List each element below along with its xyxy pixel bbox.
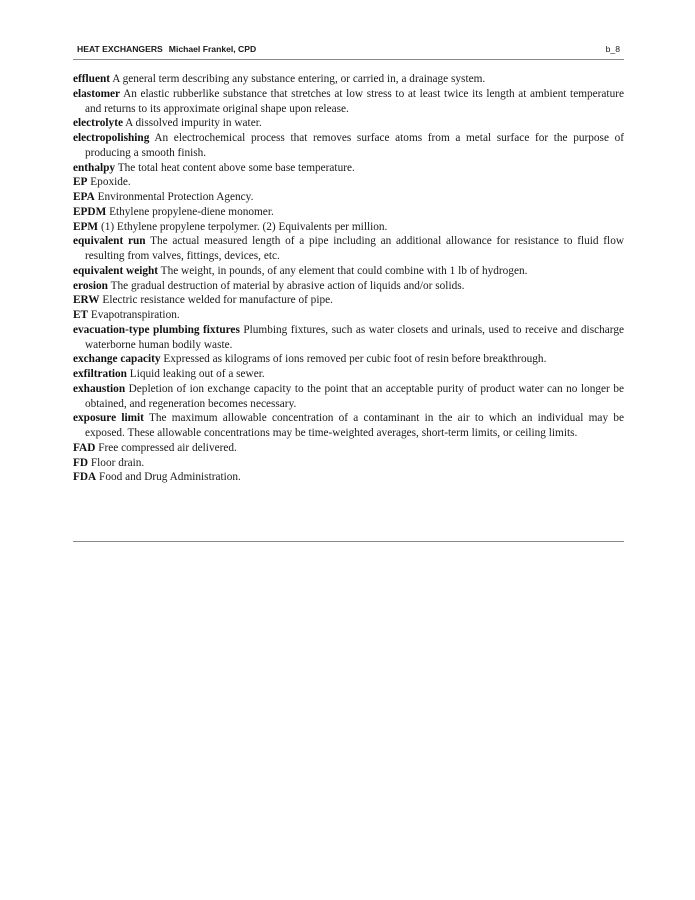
glossary-term: exchange capacity: [73, 353, 161, 366]
glossary-entry: [73, 220, 624, 235]
glossary-list: [73, 72, 624, 485]
glossary-entry: [73, 175, 624, 190]
glossary-term: exhaustion: [73, 382, 126, 395]
glossary-entry: [73, 131, 624, 161]
book-title: HEAT EXCHANGERS: [77, 44, 163, 54]
glossary-entry: [73, 308, 624, 323]
glossary-entry: [73, 470, 624, 485]
glossary-term: exfiltration: [73, 368, 127, 380]
glossary-term: equivalent weight: [73, 264, 159, 277]
page-identifier: b_8: [605, 44, 620, 54]
glossary-term: erosion: [73, 279, 108, 292]
glossary-term: exposure limit: [73, 412, 144, 425]
glossary-term: FDA: [73, 471, 97, 484]
glossary-term: electropolishing: [73, 132, 150, 144]
glossary-entry: [73, 72, 624, 87]
glossary-entry: [73, 456, 624, 471]
author-name: Michael Frankel, CPD: [168, 44, 257, 54]
glossary-definition: Free compressed air delivered.: [98, 441, 237, 454]
glossary-definition: The weight, in pounds, of any element that could combine with 1 lb of hydrogen.: [160, 264, 528, 277]
glossary-definition: Evapotranspiration.: [90, 309, 180, 321]
glossary-definition: (1) Ethylene propylene terpolymer. (2) Equivalents per million.: [100, 220, 388, 233]
glossary-term: enthalpy: [73, 161, 116, 174]
glossary-entry: [73, 411, 624, 441]
glossary-term: electrolyte: [73, 117, 123, 130]
glossary-term: EPM: [73, 220, 99, 233]
glossary-entry: [73, 234, 624, 264]
glossary-entry: [73, 264, 624, 279]
glossary-entry: [73, 293, 624, 308]
glossary-entry: [73, 116, 624, 131]
glossary-term: EPA: [73, 191, 95, 203]
glossary-definition: The maximum allowable concentration of a contaminant in the air to which an individual may be exposed. These allowable concentrations may be time-weighted averages, short-term limits, or ceiling limits.: [85, 412, 624, 439]
glossary-entry: [73, 367, 624, 382]
glossary-term: EP: [73, 176, 88, 189]
glossary-entry: [73, 87, 624, 117]
glossary-entry: [73, 352, 624, 367]
glossary-term: ET: [73, 309, 89, 321]
glossary-definition: Environmental Protection Agency.: [97, 191, 254, 203]
glossary-definition: An electrochemical process that removes surface atoms from a metal surface for the purpose of producing a smooth finish.: [85, 132, 625, 159]
glossary-entry: [73, 161, 624, 176]
glossary-definition: Expressed as kilograms of ions removed per cubic foot of resin before breakthrough.: [163, 353, 547, 366]
glossary-definition: The total heat content above some base temperature.: [117, 161, 355, 174]
glossary-term: FAD: [73, 441, 96, 454]
glossary-definition: Depletion of ion exchange capacity to the point that an acceptable purity of product water can no longer be obtained, and regeneration becomes necessary.: [85, 382, 624, 410]
glossary-term: evacuation-type plumbing fixtures: [73, 323, 240, 336]
glossary-definition: The gradual destruction of material by abrasive action of liquids and/or solids.: [110, 279, 465, 292]
glossary-definition: Food and Drug Administration.: [99, 471, 241, 484]
glossary-entry: [73, 205, 624, 220]
glossary-definition: Electric resistance welded for manufacture of pipe.: [102, 294, 333, 307]
glossary-definition: Plumbing fixtures, such as water closets and urinals, used to receive and discharge waterborne human bodily waste.: [85, 323, 624, 351]
glossary-definition: A dissolved impurity in water.: [125, 117, 262, 130]
glossary-entry: [73, 190, 624, 205]
header-left: [77, 44, 256, 54]
glossary-entry: [73, 279, 624, 294]
glossary-definition: An elastic rubberlike substance that stretches at low stress to at least twice its length at ambient temperature and returns to its approximate original shape upon release.: [85, 87, 624, 115]
glossary-term: effluent: [73, 73, 111, 85]
glossary-definition: The actual measured length of a pipe including an additional allowance for resistance to fluid flow resulting from valves, fittings, devices, etc.: [85, 235, 624, 262]
glossary-definition: A general term describing any substance entering, or carried in, a drainage system.: [112, 73, 486, 85]
header-divider: [73, 59, 624, 60]
glossary-entry: [73, 441, 624, 456]
glossary-definition: Liquid leaking out of a sewer.: [129, 368, 265, 380]
bottom-divider: [73, 541, 624, 542]
glossary-entry: [73, 323, 624, 353]
glossary-term: EPDM: [73, 205, 107, 218]
glossary-definition: Floor drain.: [90, 456, 145, 469]
glossary-term: FD: [73, 456, 89, 469]
glossary-term: ERW: [73, 294, 100, 307]
running-header: [73, 44, 624, 58]
glossary-term: equivalent run: [73, 235, 146, 248]
glossary-definition: Epoxide.: [90, 176, 131, 189]
glossary-term: elastomer: [73, 87, 121, 100]
glossary-definition: Ethylene propylene-diene monomer.: [109, 205, 274, 218]
glossary-entry: [73, 382, 624, 412]
